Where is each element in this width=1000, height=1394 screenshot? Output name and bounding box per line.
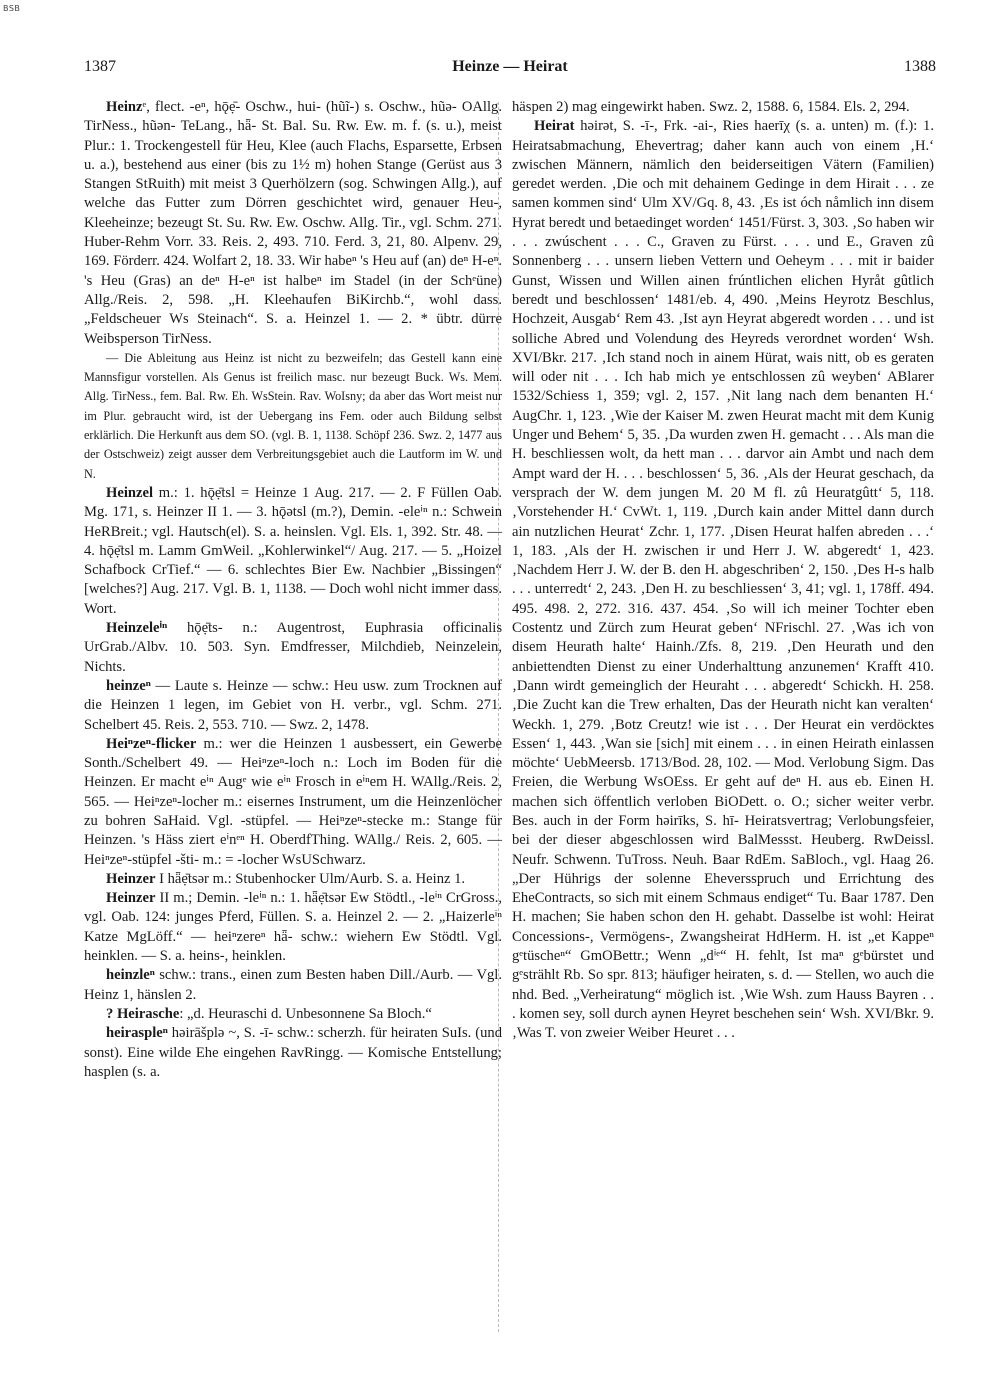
entry-headword: heiraspleⁿ bbox=[106, 1025, 168, 1042]
entry-text: həirāšplə ~, S. -ī- schw.: scherzh. für heiraten SuIs. (und sonst). Eine wilde Ehe eingehen RavRingg. — Komische Entstellung; hasplen (s. a. bbox=[84, 1025, 502, 1080]
entry-text: I hǟẹ̄tsər m.: Stubenhocker Ulm/Aurb. S. a. Heinz 1. bbox=[155, 870, 466, 887]
entry-text: hǭẹ̄ts- n.: Augentrost, Euphrasia officinalis UrGrab./Albv. 10. 503. Syn. Emdfresser, Milchdieb, Neinzelein, Nichts. bbox=[84, 620, 502, 675]
dictionary-entry bbox=[84, 349, 502, 484]
page-number-left: 1387 bbox=[84, 58, 116, 75]
entry-text: ᵉ, flect. -eⁿ, hǭẹ̄- Oschw., hui- (hũĩ-) s. Oschw., hũə- OAllg. TirNess., hũən- TeLang., hǟ- St. Bal. Su. Rw. Ew. m. f. (s. u.), meist Plur.: 1. Trockengestell für Heu, Klee (auch Flachs, Esparsette, Erbsen u. a.), bestehend aus einer (bis zu 1½ m) hohen Stange (Gerüst aus 3 Stangen StRuith) mit meist 3 Querhölzern (sog. Schwingen Allg.), auf welche das Futter zum Dörren geschichtet wird, genauer Heu-, Kleeheinze; bezeugt St. Su. Rw. Ew. Oschw. Allg. Tir., vgl. Schm. 271. Huber-Rehm Vorr. 33. Reis. 2, 493. 710. Ferd. 3, 21, 80. Alpenv. 29, 169. Förderr. 424. Wolfart 2, 18. 33. Wir habeⁿ 's Heu auf (an) deⁿ H-eⁿ. 's Heu (Gras) an deⁿ H-eⁿ ist halbeⁿ im Stadel (in der Schᵉüne) Allg./Reis. 2, 598. „H. Kleehaufen BiKirchb.“, wohl dass. „Feldscheuer Ws Steinach“. S. a. Heinzel 1. — 2. * übtr. dürre Weibsperson TirNess. bbox=[84, 99, 502, 347]
dictionary-entry bbox=[512, 98, 934, 117]
entry-text: — Die Ableitung aus Heinz ist nicht zu bezweifeln; das Gestell kann eine Mannsfigur vorstellen. Als Genus ist freilich masc. nur bezeugt Buck. Ws. Mem. Allg. TirNess., fem. Bal. Rw. Eh. WsStein. Rav. WoIsny; da aber das Wort meist nur im Plur. gebraucht wird, ist der Uebergang ins Fem. oder auch Bildung selbst erklärlich. Die Herkunft aus dem SO. (vgl. B. 1, 1138. Schöpf 236. Swz. 2, 1477 aus der Ostschweiz) zeigt ausser dem Verbreitungsgebiet auch die Lautform im W. und N. bbox=[84, 350, 502, 481]
entry-text: m.: wer die Heinzen 1 ausbessert, ein Gewerbe Sonth./Schelbert 49. — Heiⁿzeⁿ-loch n.: Loch im Boden für die Heinzen. Er macht eⁱⁿ Augᵉ wie eⁱⁿ Frosch in eⁱⁿem H. WAllg./Reis. 2, 565. — Heiⁿzeⁿ-locher m.: eisernes Instrument, um die Heinzenlöcher zu bohren SaHaid. Vgl. -stüpfel. — Heiⁿzeⁿ-stecke m.: Stange für Heinzen. 's Häss ziert eⁱnᵉⁿ H. OberdfThing. WAllg./ Reis. 2, 605. — Heiⁿzeⁿ-stüpfel -šti- m.: = -locher WsUSchwarz. bbox=[84, 735, 502, 868]
entry-text: həirət, S. -ī-, Frk. -ai-, Ries haerīχ (s. a. unten) m. (f.): 1. Heiratsabmachung, Ehevertrag; daher kann auch von einem ‚H.‘ zwischen Männern, nämlich den beiderseitigen Vätern (Familien) geredet werden. ‚Die och mit dehainem Gedinge in dem Hirait . . . ze samen kommen sind‘ Ulm XV/Gq. 8, 43. ‚Es ist óch nåmlich inn disem Hyrat beredt und betaedinget worden‘ 1451/Fürst. 3, 303. ‚So haben wir . . . zwúschent . . . C., Graven zu Fürst. . . . und E., Graven zû Sonnenberg . . . unsern lieben Vettern und Oeheym . . . mit ir baider Gunst, Wissen und Willen ainen frúntlichen elichen Hyråt gûtlich beredt und beschlossen‘ 1481/eb. 4, 490. ‚Meins Heyrotz Beschlus, Hochzeit, Ausgab‘ Rem 43. ‚Ist ayn Heyrat abgeredt worden . . . und ist solliche Abred und Volendung des Heyreds verordnet worden‘ Wsh. XVI/Bkr. 217. ‚Ich stand noch in ainem Hürat, wais nitt, ob es geraten will oder nit . . . Ich hab mich ye entschlossen zû weyben‘ ABlarer 1532/Schiess 1, 359; vgl. 2, 157. ‚Nit lang nach dem benanten H.‘ AugChr. 1, 123. ‚Wie der Kaiser M. zwen Heurat macht mit dem Kunig Unger und Behem‘ 5, 35. ‚Da wurden zwen H. gemacht . . . Als man die H. beschliessen wolt, da hett man . . . darvor ain Ambt und nach dem Ampt ward der H. . . . beschlossen‘ 5, 36. ‚Als der Heurat geschach, da versprach der W. dem jungen M. 20 M fl. zû Heuratgûtt‘ 5, 118. ‚Vorstehender H.‘ CvWt. 1, 119. ‚Durch kain ander Mittel dann durch ain nutzlichen Heurat‘ Zchr. 1, 177. ‚Disen Heurat halfen abreden . . .‘ 1, 183. ‚Als der H. zwischen ir und Herr J. W. abgeredt‘ 1, 423. ‚Nachdem Herr J. W. der B. den H. abgeschriben‘ 2, 150. ‚Des H-s halb . . . unterredt‘ 2, 243. ‚Den H. zu beschliessen‘ 3, 41; vgl. 1, 178ff. 494. 495. 498. 2, 272. 316. 437. 454. ‚So will ich meiner Tochter eben Costentz und Zürch zum Heurat geben‘ NFrischl. 27. ‚Was ich von disem Heurath halte‘ Hainh./Zfs. 8, 219. ‚Den Heurath und den anbiettendten Dienst zu einer Underhalttung anzunemen‘ Krafft 410. ‚Dann wirdt gemeinglich der Heuraht . . . abgeredt‘ Schickh. H. 258. ‚Die Zucht kan die Trew erhalten, Das der Heurath nicht kan veralten‘ Weckh. 1, 279. ‚Botz Creutz! wie ist . . . Der Heurat ein verdöcktes Essen‘ 1, 443. ‚Wan sie [sich] mit einem . . . in einen Heirath einlassen möchte‘ UebMeersb. 1713/Bod. 28, 102. — Mod. Verlobung Sigm. Das Freien, die Werbung WsOEss. Er geht auf deⁿ H. aus eb. Einen H. machen sich öffentlich verloben BiODett. o. O.; sicher weiter verbr. Bes. auch in der Form həirīks, S. hī- Heiratsvertrag; Verlobungsfeier, bei der dieser abgeschlossen wird BalMessst. Heuberg. RwDeissl. Neufr. Schwenn. TuTross. Neuh. Baar RdEm. SaBloch., vgl. Haag 26. „Der Hührigs der solenne Eheversspruch und Errichtung des EheContracts, so sich mit einem Schmaus endiget“ Tu. Baar 1787. Den H. machen; Sie haben schon den H. gehabt. Dasselbe ist wohl: Heirat Concessions-, Vermögens-, Zwangsheirat HdHerm. H. ist „et Kappeⁿ gᵉtüscheⁿ“ GmOBettr.; Wenn „dⁱᵉ“ H. fehlt, Ist maⁿ gᵉbürstet und gᵉstrählt Rb. So spr. 813; häufiger heiraten, s. d. — Stellen, wo auch die nhd. Bed. „Verheiratung“ möglich ist. ‚Wie Wsh. zum Hauss Bayren . . . komen sey, soll durch aynen Heyret beschehen sein‘ Wsh. XVI/Bkr. 9. ‚Was T. von zweier Weiber Heuret . . . bbox=[512, 118, 934, 1042]
library-stamp: BSB bbox=[3, 4, 21, 13]
entry-headword: heinzleⁿ bbox=[106, 967, 155, 984]
page-title: Heinze — Heirat bbox=[452, 58, 568, 75]
entry-text: häspen 2) mag eingewirkt haben. Swz. 2, 1588. 6, 1584. Els. 2, 294. bbox=[512, 99, 910, 115]
entry-text: : „d. Heuraschi d. Unbesonnene Sa Bloch.“ bbox=[179, 1005, 432, 1022]
entry-headword: Heirat bbox=[534, 118, 575, 135]
dictionary-entry bbox=[84, 98, 502, 349]
dictionary-entry bbox=[512, 117, 934, 1043]
entry-text: schw.: trans., einen zum Besten haben Dill./Aurb. — Vgl. Heinz 1, hänslen 2. bbox=[84, 967, 502, 1003]
entry-text: m.: 1. hǭẹ̄tsl = Heinze 1 Aug. 217. — 2. F Füllen Oab. Mg. 171, s. Heinzer II 1. — 3. hǭətsl (m.?), Demin. -eleⁱⁿ n.: Schwein HeRBreit.; vgl. Hautsch(el). S. a. heinslen. Vgl. Els. 1, 392. Str. 48. — 4. hǭẹ̄tsl m. Lamm GmWeil. „Kohlerwinkel“/ Aug. 217. — 5. „Hoizel Schafbock CrTief.“ — 6. schlechtes Bier Ew. Nachbier „Bissingen“ [welches?] Aug. 217. Vgl. B. 1, 1138. — Doch wohl nicht immer dass. Wort. bbox=[84, 484, 502, 617]
dictionary-entry bbox=[84, 870, 502, 889]
dictionary-entry bbox=[84, 1005, 502, 1024]
dictionary-entry bbox=[84, 484, 502, 619]
entry-text: — Laute s. Heinze — schw.: Heu usw. zum Trocknen auf die Heinzen 1 legen, im Gebiet von H. verbr., vgl. Schm. 271. Schelbert 45. Reis. 2, 553. 710. — Swz. 2, 1478. bbox=[84, 677, 502, 733]
left-column bbox=[84, 98, 502, 1082]
entry-headword: Heinzer bbox=[106, 890, 156, 907]
dictionary-entry bbox=[84, 889, 502, 966]
dictionary-entry bbox=[84, 735, 502, 870]
entry-headword: Heinz bbox=[106, 99, 143, 115]
page-number-right: 1388 bbox=[904, 58, 936, 75]
entry-headword: Heinzel bbox=[106, 484, 154, 501]
running-header bbox=[84, 58, 936, 82]
dictionary-entry bbox=[84, 966, 502, 1005]
dictionary-entry bbox=[84, 1024, 502, 1082]
entry-headword: ? Heirasche bbox=[106, 1005, 180, 1022]
right-column bbox=[512, 98, 934, 1044]
entry-text: II m.; Demin. -leⁱⁿ n.: 1. hǟẹ̄tsər Ew Stödtl., -leⁱⁿ CrGross., vgl. Oab. 124: junges Pferd, Füllen. S. a. Heinzel 2. — 2. „Haizerleⁱⁿ Katze MgLöff.“ — heiⁿzereⁿ hǟ- schw.: wiehern Ew Stödtl. Vgl. heinklen. — S. a. heins-, heinklen. bbox=[84, 890, 502, 965]
entry-headword: Heiⁿzeⁿ-flicker bbox=[106, 735, 197, 752]
entry-headword: heinzeⁿ bbox=[106, 677, 151, 694]
entry-headword: Heinzeleⁱⁿ bbox=[106, 620, 168, 637]
dictionary-entry bbox=[84, 619, 502, 677]
entry-headword: Heinzer bbox=[106, 870, 156, 887]
dictionary-entry bbox=[84, 677, 502, 735]
